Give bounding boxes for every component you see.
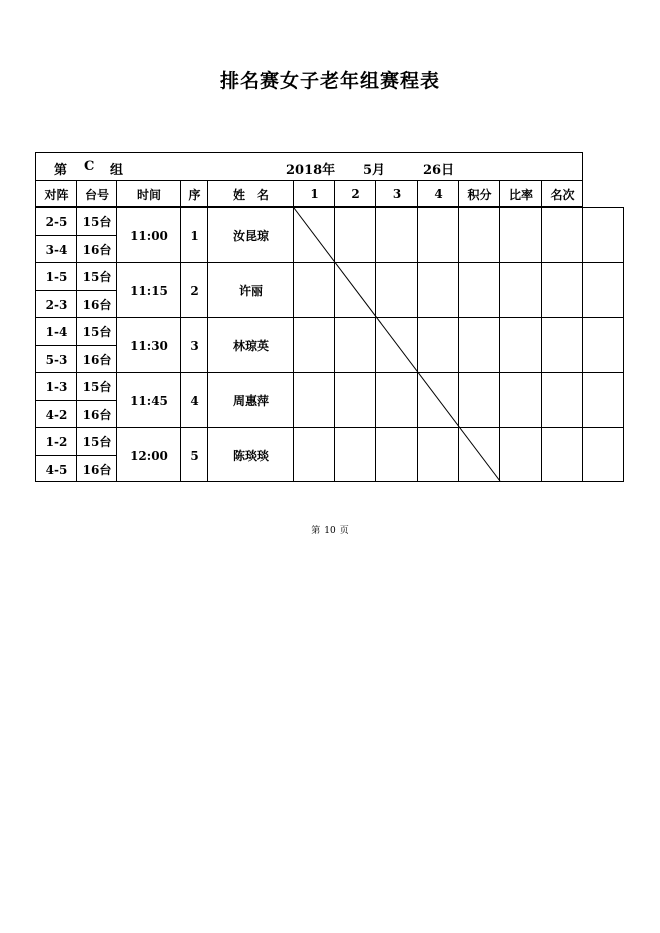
- group-suffix: 组: [110, 163, 124, 178]
- player-seq: 3: [190, 338, 199, 353]
- group-letter: C: [84, 159, 95, 174]
- player-seq: 1: [190, 228, 199, 243]
- footer-suffix: 页: [339, 526, 349, 536]
- match-pair: 1-2: [45, 434, 68, 449]
- header-divider: [76, 180, 77, 207]
- header-divider: [116, 180, 117, 207]
- match-pair: 2-5: [45, 214, 68, 229]
- match-time: 11:15: [130, 283, 168, 298]
- header-divider: [541, 180, 542, 207]
- match-table: 15台: [82, 215, 112, 229]
- match-table: 16台: [82, 463, 112, 477]
- header-divider: [293, 180, 294, 207]
- date-day: 26日: [423, 163, 455, 178]
- match-table: 16台: [82, 408, 112, 422]
- header-divider: [499, 180, 500, 207]
- match-time: 11:30: [130, 338, 168, 353]
- match-pair: 4-5: [45, 462, 68, 477]
- match-time: 11:00: [130, 228, 168, 243]
- footer-page-number: 10: [324, 526, 336, 536]
- player-seq: 2: [190, 283, 199, 298]
- group-date-row: [36, 153, 582, 181]
- match-table: 16台: [82, 353, 112, 367]
- match-table: 15台: [82, 380, 112, 394]
- match-pair: 1-5: [45, 269, 68, 284]
- schedule-grid: [35, 207, 624, 482]
- match-time: 11:45: [130, 393, 168, 408]
- header-divider: [458, 180, 459, 207]
- page-footer: [0, 523, 660, 536]
- footer-prefix: 第: [311, 526, 321, 536]
- match-pair: 2-3: [45, 297, 68, 312]
- header-divider: [207, 180, 208, 207]
- group-prefix: 第: [54, 163, 68, 178]
- match-table: 15台: [82, 270, 112, 284]
- header-divider: [334, 180, 335, 207]
- player-seq: 4: [190, 393, 199, 408]
- col-rank-header: 名次: [550, 187, 575, 202]
- player-name: 陈琰琰: [232, 449, 269, 463]
- match-pair: 3-4: [45, 242, 68, 257]
- col-name-header: 姓 名: [232, 187, 269, 202]
- col-vs-header: 对阵: [44, 187, 69, 202]
- col-score-header: 积分: [467, 187, 492, 202]
- player-name: 汝昆琼: [232, 229, 269, 243]
- col-time-header: 时间: [136, 187, 161, 202]
- match-table: 16台: [82, 298, 112, 312]
- self-match-diagonal: [294, 208, 500, 481]
- date-year: 2018年: [286, 163, 336, 178]
- header-divider: [180, 180, 181, 207]
- diagonal-line: [36, 208, 623, 481]
- col-r3-header: 3: [392, 187, 402, 201]
- player-name: 许丽: [238, 284, 263, 298]
- col-r4-header: 4: [434, 187, 443, 201]
- col-table-header: 台号: [84, 187, 109, 202]
- player-seq: 5: [190, 448, 199, 463]
- match-pair: 1-3: [45, 379, 68, 394]
- schedule-header: [35, 152, 583, 207]
- player-name: 林琼英: [232, 339, 269, 353]
- match-table: 15台: [82, 435, 112, 449]
- match-table: 15台: [82, 325, 112, 339]
- page-title: 排名赛女子老年组赛程表: [219, 70, 440, 92]
- col-ratio-header: 比率: [508, 187, 533, 202]
- match-pair: 1-4: [45, 324, 68, 339]
- date-month: 5月: [363, 163, 386, 178]
- col-r1-header: 1: [310, 187, 319, 201]
- header-divider: [417, 180, 418, 207]
- col-seq-header: 序: [188, 187, 201, 202]
- match-time: 12:00: [130, 448, 168, 463]
- player-name: 周惠萍: [232, 394, 269, 408]
- header-divider: [375, 180, 376, 207]
- match-table: 16台: [82, 243, 112, 257]
- col-r2-header: 2: [351, 187, 360, 201]
- match-pair: 5-3: [45, 352, 68, 367]
- match-pair: 4-2: [45, 407, 68, 422]
